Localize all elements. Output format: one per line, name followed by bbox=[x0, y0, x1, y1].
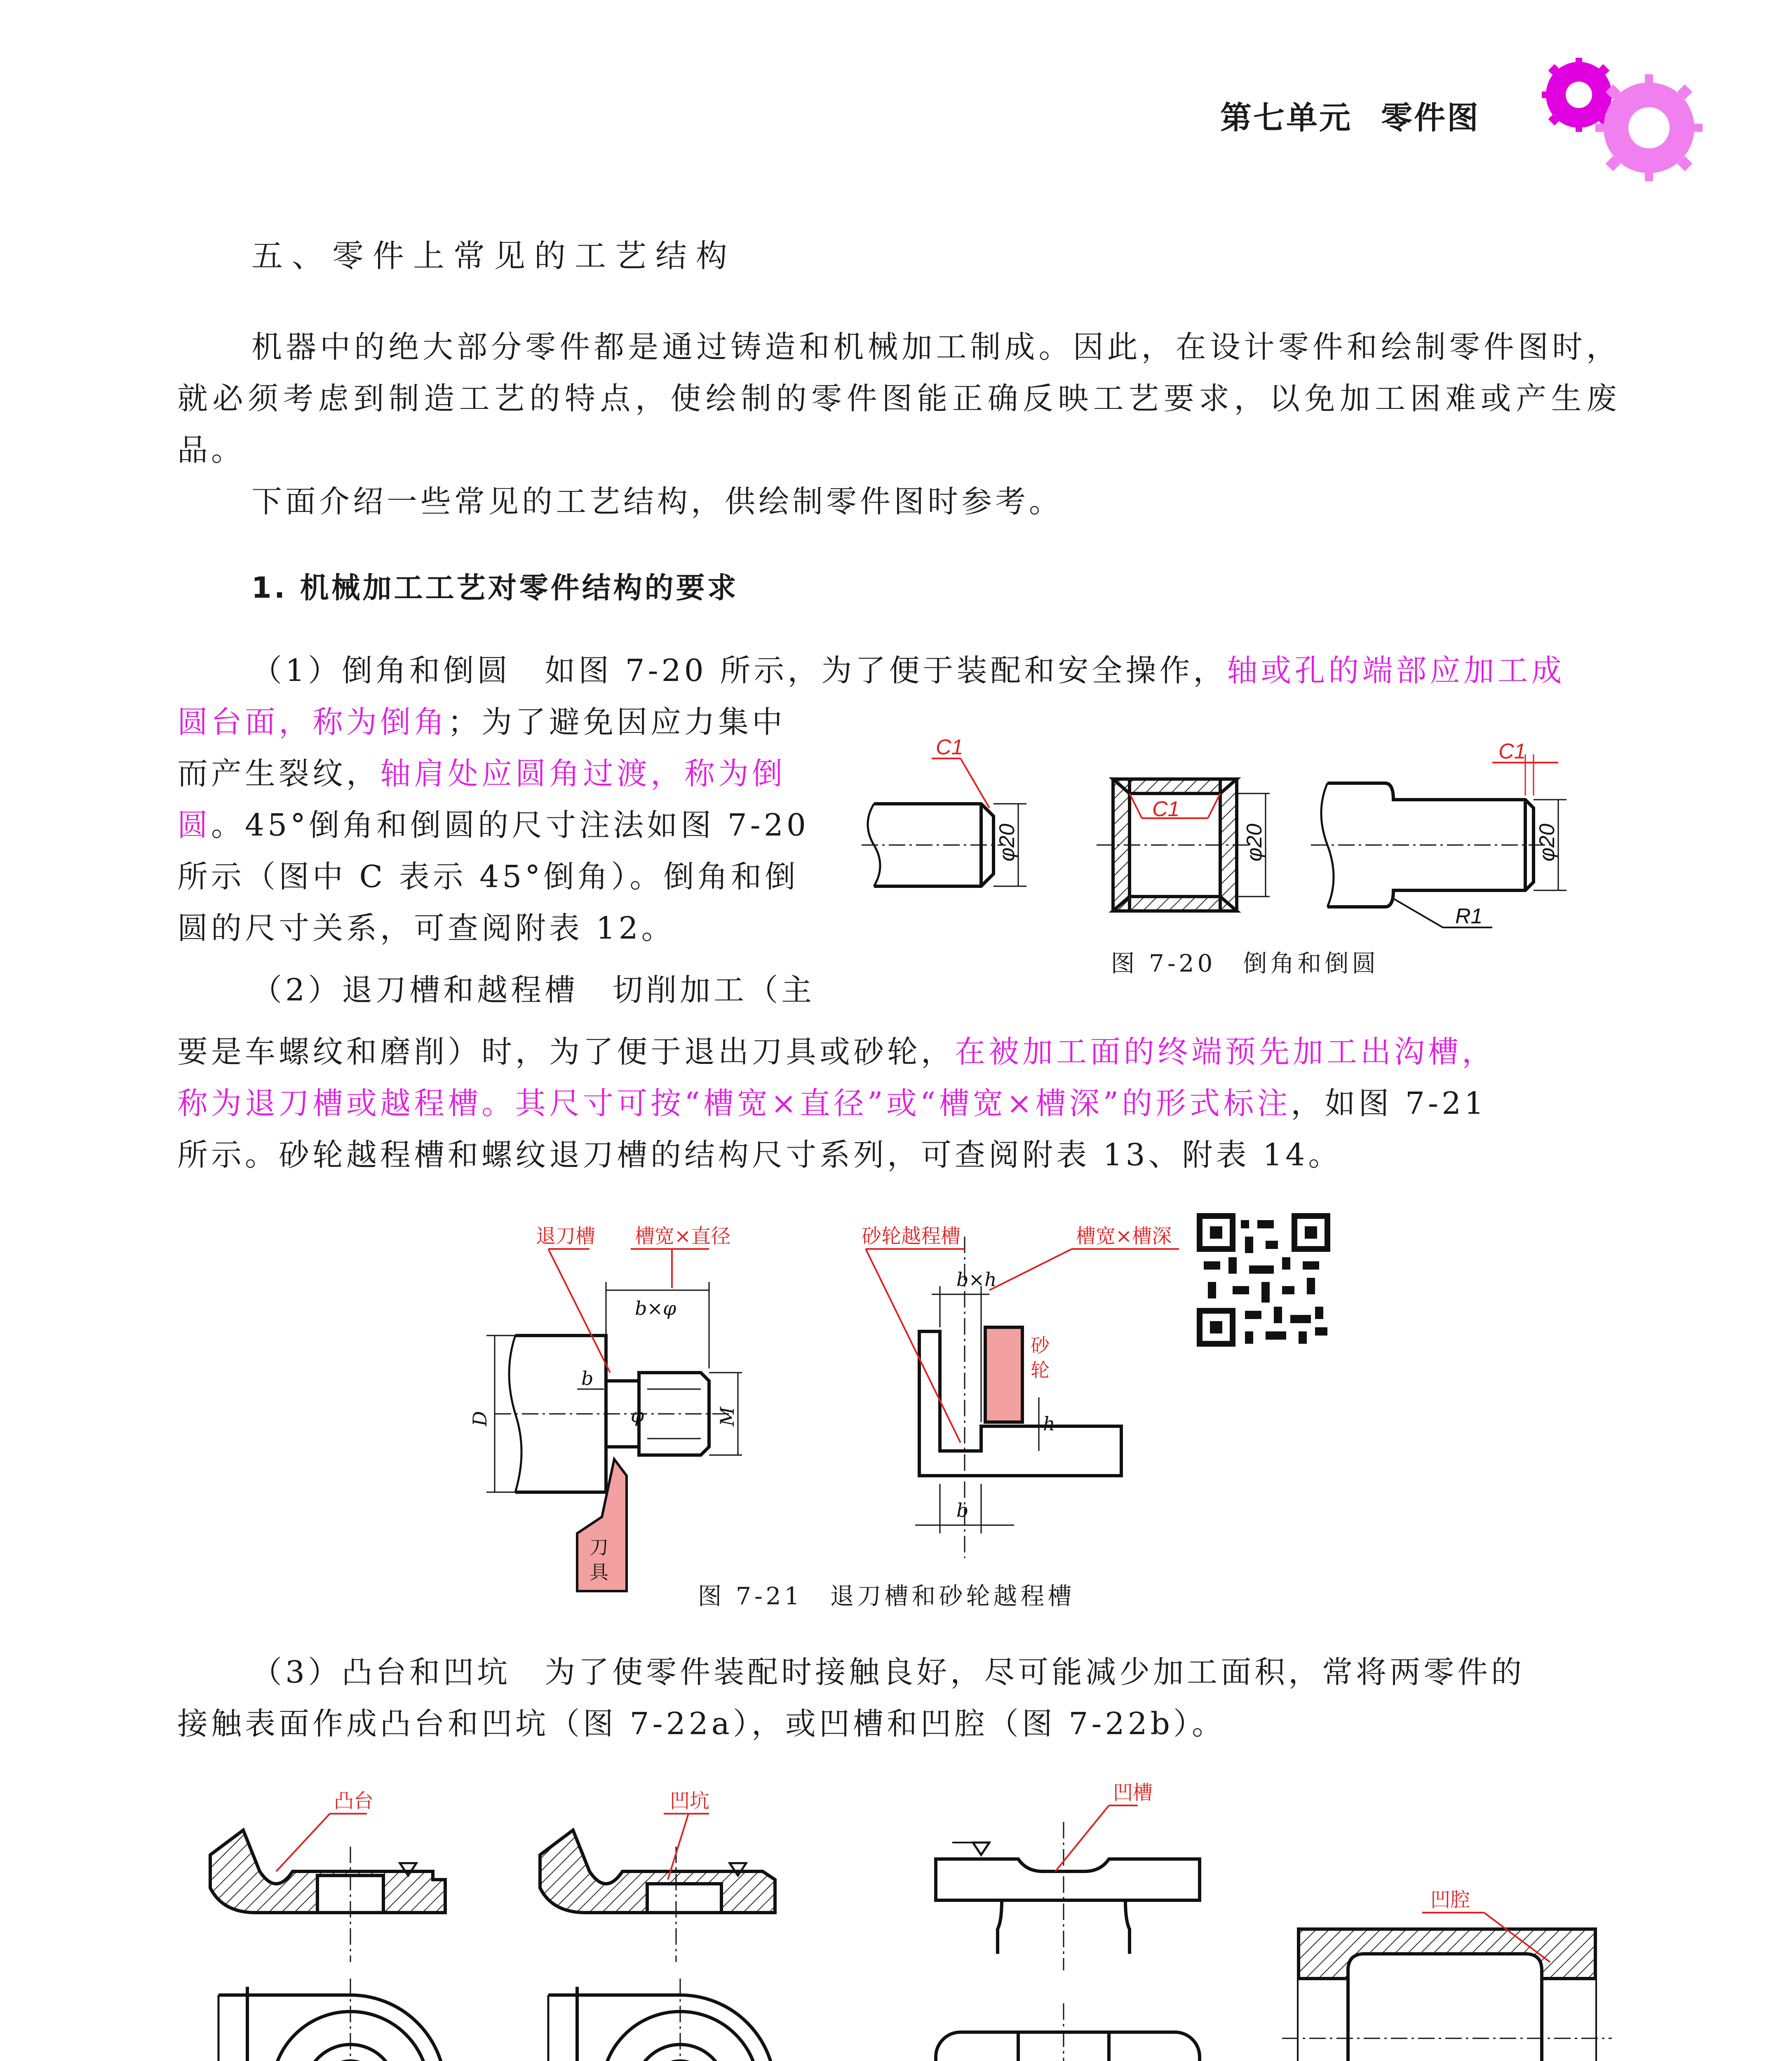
chamfer-shaft-drawing bbox=[862, 758, 1026, 886]
fig20-c1-shaft: C1 bbox=[936, 735, 963, 759]
item2-line3: 称为退刀槽或越程槽。其尺寸可按“槽宽×直径”或“槽宽×槽深”的形式标注，如图 7-21 bbox=[177, 1086, 1487, 1121]
fig22-pit-label: 凹坑 bbox=[670, 1789, 710, 1812]
fig20-dia-1: φ20 bbox=[995, 824, 1019, 861]
fig21-b-left: b bbox=[581, 1367, 594, 1390]
header-title: 零件图 bbox=[1381, 99, 1480, 136]
fig20-c1-hole: C1 bbox=[1152, 797, 1180, 821]
figure-7-21 bbox=[453, 1195, 1360, 1587]
item2-line4: 所示。砂轮越程槽和螺纹退刀槽的结构尺寸系列，可查阅附表 13、附表 14。 bbox=[177, 1137, 1342, 1173]
fig21-phi: φ bbox=[631, 1404, 644, 1427]
item2-line1: （2）退刀槽和越程槽 切削加工（主 bbox=[251, 972, 815, 1008]
page-header bbox=[1220, 93, 1480, 138]
pit-drawing bbox=[532, 1814, 796, 2061]
fig21-b-h: b×h bbox=[956, 1268, 997, 1291]
figure-7-22 bbox=[177, 1772, 1661, 2061]
fig21-tool-1: 刀 bbox=[590, 1536, 608, 1559]
item1-line6: 圆的尺寸关系，可查阅附表 12。 bbox=[177, 911, 675, 946]
subsection-title: 1. 机械加工工艺对零件结构的要求 bbox=[251, 571, 739, 605]
intro-paragraph-1: 机器中的绝大部分零件都是通过铸造和机械加工制成。因此，在设计零件和绘制零件图时，就必须考虑到制造工艺的特点，使绘制的零件图能正确反映工艺要求，以免加工困难或产生废品。 bbox=[177, 329, 1620, 468]
fig21-tool-2: 具 bbox=[590, 1561, 608, 1583]
fillet-shaft-drawing bbox=[1311, 754, 1567, 927]
gear-large-icon bbox=[1595, 74, 1703, 181]
groove-drawing bbox=[936, 1805, 1200, 2061]
fig21-grind-label: 砂轮越程槽 bbox=[862, 1225, 961, 1248]
fig21-undercut-label: 退刀槽 bbox=[536, 1225, 596, 1248]
cavity-drawing bbox=[1282, 1913, 1612, 2061]
item3-line1: （3）凸台和凹坑 为了使零件装配时接触良好，尽可能减少加工面积，常将两零件的 bbox=[251, 1655, 1525, 1690]
header-unit: 第七单元 bbox=[1220, 99, 1352, 136]
fig22-boss-label: 凸台 bbox=[334, 1789, 374, 1812]
item1-line5: 所示（图中 C 表示 45°倒角）。倒角和倒 bbox=[177, 859, 799, 894]
figure-7-20-caption: 图 7-20 倒角和倒圆 bbox=[1111, 949, 1379, 977]
undercut-drawing bbox=[486, 1249, 742, 1492]
fig21-width-depth-label: 槽宽×槽深 bbox=[1076, 1225, 1172, 1248]
fig20-r1: R1 bbox=[1455, 904, 1483, 928]
fig20-dia-3: φ20 bbox=[1535, 824, 1559, 861]
fig21-D: D bbox=[469, 1411, 491, 1426]
fig20-c1-fillet: C1 bbox=[1498, 739, 1526, 763]
fig22-cavity-label: 凹腔 bbox=[1430, 1888, 1470, 1911]
fig21-b-right: b bbox=[956, 1499, 969, 1521]
fig21-wheel-2: 轮 bbox=[1031, 1359, 1050, 1381]
fig21-M: M bbox=[716, 1406, 738, 1426]
fig21-width-dia-label: 槽宽×直径 bbox=[635, 1225, 731, 1248]
section-title: 五、零件上常见的工艺结构 bbox=[251, 237, 736, 274]
figure-7-20 bbox=[857, 721, 1641, 952]
figure-7-21-caption: 图 7-21 退刀槽和砂轮越程槽 bbox=[698, 1582, 1075, 1610]
fig21-b-phi: b×φ bbox=[635, 1297, 676, 1319]
fig21-wheel-1: 砂 bbox=[1031, 1334, 1050, 1357]
intro-paragraph-2: 下面介绍一些常见的工艺结构，供绘制零件图时参考。 bbox=[251, 484, 1063, 519]
fig20-dia-2: φ20 bbox=[1242, 824, 1266, 861]
item1-line2: 圆台面，称为倒角；为了避免因应力集中 bbox=[177, 704, 786, 740]
item2-line2: 要是车螺纹和磨削）时，为了便于退出刀具或砂轮，在被加工面的终端预先加工出沟槽， bbox=[177, 1034, 1496, 1070]
boss-drawing bbox=[202, 1814, 466, 2061]
item3-line2: 接触表面作成凸台和凹坑（图 7-22a），或凹槽和凹腔（图 7-22b）。 bbox=[177, 1706, 1226, 1742]
item1-line4: 圆。45°倒角和倒圆的尺寸注法如图 7-20 bbox=[177, 807, 809, 843]
item1-line3: 而产生裂纹，轴肩处应圆角过渡，称为倒 bbox=[177, 756, 786, 791]
qr-code[interactable] bbox=[1195, 1212, 1332, 1348]
fig22-groove-label: 凹槽 bbox=[1113, 1781, 1153, 1804]
gear-decoration-icon bbox=[1525, 58, 1715, 190]
grinding-groove-drawing bbox=[866, 1237, 1179, 1558]
item1-line1: （1）倒角和倒圆 如图 7-20 所示，为了便于装配和安全操作，轴或孔的端部应加工成 bbox=[251, 653, 1565, 688]
fig21-h: h bbox=[1043, 1413, 1055, 1435]
